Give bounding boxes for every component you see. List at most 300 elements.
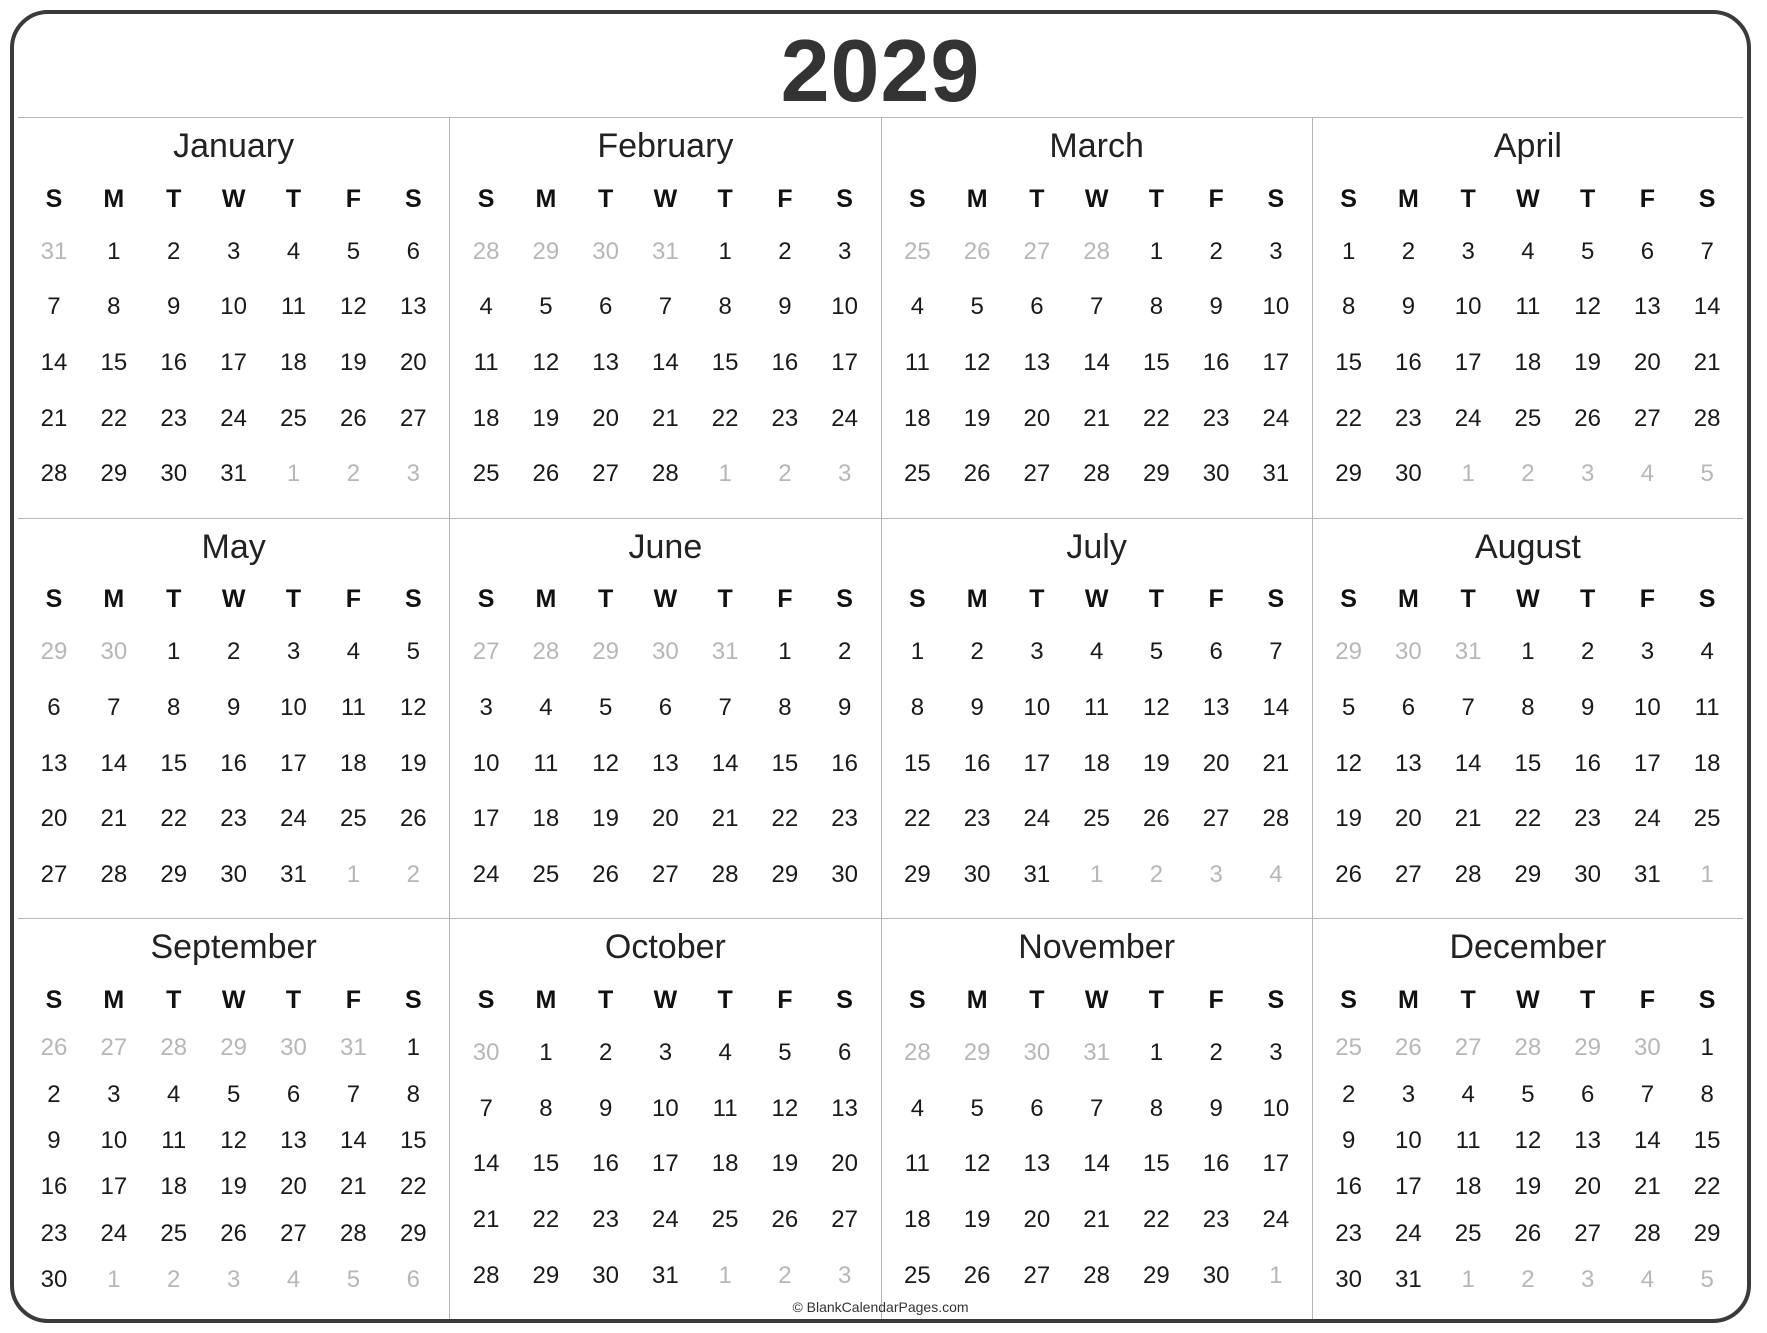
month-grid — [18, 117, 1743, 1319]
adjacent-month-day: 26 — [1395, 1034, 1422, 1062]
day-cell: 8 — [167, 694, 181, 722]
year-title: 2029 — [780, 21, 981, 120]
adjacent-month-day: 4 — [1640, 1266, 1655, 1294]
day-cell: 5 — [970, 1094, 984, 1122]
day-cell: 9 — [837, 694, 852, 722]
day-cell: 5 — [226, 1080, 241, 1108]
weekday-label: S — [477, 184, 495, 213]
adjacent-month-day: 5 — [346, 1266, 361, 1294]
weekday-label: W — [653, 585, 678, 614]
day-cell: 3 — [479, 694, 493, 722]
day-cell: 7 — [479, 1094, 493, 1122]
day-cell: 24 — [472, 860, 500, 888]
month-name: April — [1493, 127, 1562, 165]
day-cell: 2 — [167, 237, 181, 265]
day-cell: 28 — [1262, 805, 1290, 833]
day-cell: 6 — [1030, 293, 1044, 321]
day-cell: 11 — [712, 1094, 738, 1122]
day-cell: 9 — [598, 1094, 613, 1122]
adjacent-month-day: 3 — [837, 460, 852, 488]
day-cell: 28 — [1083, 1261, 1110, 1289]
weekday-label: S — [477, 585, 495, 614]
day-cell: 5 — [346, 237, 361, 265]
day-cell: 15 — [1693, 1127, 1721, 1155]
weekday-label: F — [345, 585, 362, 614]
adjacent-month-day: 31 — [652, 237, 679, 265]
day-cell: 17 — [280, 749, 307, 777]
day-cell: 2 — [1209, 1039, 1223, 1067]
day-cell: 19 — [399, 749, 427, 777]
day-cell: 21 — [711, 805, 739, 833]
month-name: September — [150, 928, 317, 967]
day-cell: 19 — [771, 1150, 799, 1178]
month-october — [449, 918, 880, 1319]
day-cell: 7 — [1089, 1094, 1104, 1122]
adjacent-month-day: 5 — [1700, 460, 1714, 488]
day-cell: 14 — [1454, 749, 1482, 777]
month-name: June — [628, 527, 703, 566]
day-cell: 23 — [1395, 404, 1422, 432]
adjacent-month-day: 31 — [1083, 1039, 1110, 1067]
day-cell: 6 — [1640, 237, 1655, 265]
weekday-header-row — [888, 975, 1306, 1025]
adjacent-month-day: 1 — [107, 1266, 121, 1294]
day-cell: 8 — [1149, 1094, 1164, 1122]
day-cell: 22 — [1143, 404, 1170, 432]
day-cell: 5 — [539, 293, 553, 321]
weekday-label: S — [1698, 985, 1716, 1014]
day-cell: 29 — [100, 460, 128, 488]
day-cell: 28 — [40, 460, 68, 488]
adjacent-month-day: 1 — [346, 860, 361, 888]
day-cell: 6 — [1209, 638, 1223, 666]
adjacent-month-day: 3 — [406, 460, 420, 488]
adjacent-month-day: 28 — [904, 1039, 931, 1067]
adjacent-month-day: 30 — [100, 638, 128, 666]
month-july — [881, 518, 1312, 919]
day-cell: 16 — [1335, 1173, 1362, 1201]
day-cell: 28 — [1454, 860, 1482, 888]
day-cell: 17 — [1023, 749, 1051, 777]
adjacent-month-day: 25 — [1335, 1034, 1362, 1062]
month-may — [18, 518, 449, 919]
day-cell: 1 — [107, 237, 121, 265]
day-cell: 26 — [963, 1261, 991, 1289]
day-cell: 7 — [1700, 237, 1714, 265]
day-cell: 5 — [598, 694, 613, 722]
weekday-header-row — [888, 174, 1306, 224]
adjacent-month-day: 2 — [406, 860, 420, 888]
day-cell: 29 — [1143, 460, 1170, 488]
day-cell: 16 — [40, 1173, 68, 1201]
day-cell: 12 — [220, 1127, 247, 1155]
weekday-label: T — [1148, 184, 1165, 213]
day-cell: 2 — [1580, 638, 1595, 666]
day-cell: 17 — [831, 348, 858, 376]
day-cell: 12 — [1514, 1127, 1542, 1155]
day-cell: 2 — [837, 638, 852, 666]
day-cell: 18 — [472, 404, 500, 432]
day-cell: 30 — [160, 460, 188, 488]
weekday-label: F — [777, 985, 793, 1014]
weekday-label: T — [1460, 184, 1476, 213]
day-cell: 1 — [539, 1039, 553, 1067]
day-cell: 24 — [1262, 1205, 1290, 1233]
day-cell: 13 — [399, 293, 427, 321]
weekday-label: M — [535, 184, 557, 213]
day-cell: 27 — [1395, 860, 1422, 888]
weekday-label: M — [535, 585, 557, 614]
adjacent-month-day: 26 — [40, 1034, 68, 1062]
day-cell: 23 — [592, 1205, 619, 1233]
day-cell: 21 — [40, 404, 68, 432]
weekday-label: T — [166, 184, 182, 213]
day-cell: 20 — [1574, 1173, 1601, 1201]
day-cell: 24 — [831, 404, 858, 432]
adjacent-month-day: 3 — [226, 1266, 241, 1294]
weekday-label: T — [597, 184, 614, 213]
day-cell: 21 — [1262, 749, 1290, 777]
adjacent-month-day: 29 — [40, 638, 68, 666]
day-cell: 26 — [532, 460, 560, 488]
day-cell: 20 — [1202, 749, 1230, 777]
weekday-header-row — [24, 575, 443, 625]
day-cell: 1 — [167, 638, 181, 666]
weekday-label: S — [1340, 184, 1357, 213]
day-cell: 11 — [1515, 293, 1541, 321]
day-cell: 13 — [280, 1127, 307, 1155]
day-cell: 12 — [771, 1094, 799, 1122]
day-cell: 23 — [1202, 404, 1230, 432]
month-august — [1312, 518, 1743, 919]
day-cell: 26 — [1514, 1219, 1542, 1247]
day-cell: 30 — [592, 1261, 619, 1289]
day-cell: 25 — [904, 460, 931, 488]
day-cell: 8 — [1341, 293, 1356, 321]
day-cell: 17 — [1395, 1173, 1422, 1201]
day-cell: 18 — [1693, 749, 1721, 777]
weekday-label: W — [221, 985, 246, 1014]
day-cell: 25 — [1083, 805, 1110, 833]
day-cell: 20 — [1023, 1205, 1051, 1233]
weekday-label: F — [777, 585, 793, 614]
day-cell: 27 — [652, 860, 679, 888]
day-cell: 7 — [107, 694, 121, 722]
day-cell: 29 — [1143, 1261, 1170, 1289]
day-cell: 1 — [778, 638, 792, 666]
day-cell: 18 — [532, 805, 560, 833]
adjacent-month-day: 31 — [40, 237, 68, 265]
weekday-label: T — [1029, 585, 1045, 614]
adjacent-month-day: 1 — [718, 460, 732, 488]
day-cell: 15 — [100, 348, 128, 376]
day-cell: 10 — [1023, 694, 1051, 722]
day-cell: 14 — [711, 749, 739, 777]
adjacent-month-day: 28 — [1083, 237, 1110, 265]
day-cell: 10 — [1454, 293, 1482, 321]
day-cell: 18 — [280, 348, 307, 376]
day-cell: 2 — [1209, 237, 1223, 265]
adjacent-month-day: 28 — [160, 1034, 188, 1062]
day-cell: 1 — [910, 638, 925, 666]
day-cell: 25 — [280, 404, 307, 432]
weekday-label: T — [1029, 184, 1045, 213]
day-grid — [24, 1025, 443, 1303]
day-cell: 12 — [532, 348, 560, 376]
day-cell: 18 — [711, 1150, 739, 1178]
day-cell: 27 — [1634, 404, 1661, 432]
adjacent-month-day: 1 — [1089, 860, 1104, 888]
day-cell: 13 — [40, 749, 68, 777]
day-cell: 4 — [1700, 638, 1714, 666]
day-cell: 16 — [220, 749, 247, 777]
adjacent-month-day: 3 — [1580, 1266, 1595, 1294]
day-cell: 27 — [40, 860, 68, 888]
day-cell: 13 — [592, 348, 619, 376]
day-cell: 25 — [1454, 1219, 1482, 1247]
day-cell: 7 — [658, 293, 673, 321]
weekday-label: S — [1267, 585, 1285, 614]
day-cell: 21 — [1634, 1173, 1661, 1201]
day-cell: 20 — [280, 1173, 307, 1201]
day-cell: 8 — [778, 694, 792, 722]
month-name: May — [201, 527, 266, 566]
weekday-label: T — [166, 585, 182, 614]
day-cell: 10 — [1634, 694, 1661, 722]
day-cell: 22 — [160, 805, 188, 833]
day-cell: 10 — [100, 1127, 128, 1155]
day-cell: 28 — [472, 1261, 500, 1289]
day-cell: 31 — [1395, 1266, 1422, 1294]
day-cell: 26 — [1143, 805, 1170, 833]
calendar-frame — [10, 10, 1751, 1323]
weekday-label: T — [1579, 184, 1596, 213]
adjacent-month-day: 1 — [1461, 1266, 1475, 1294]
day-cell: 30 — [831, 860, 858, 888]
adjacent-month-day: 30 — [1023, 1039, 1051, 1067]
day-cell: 20 — [652, 805, 679, 833]
day-cell: 22 — [771, 805, 799, 833]
day-cell: 7 — [718, 694, 732, 722]
weekday-label: T — [285, 985, 302, 1014]
day-cell: 7 — [1640, 1080, 1655, 1108]
day-cell: 18 — [160, 1173, 188, 1201]
adjacent-month-day: 31 — [340, 1034, 367, 1062]
adjacent-month-day: 3 — [1209, 860, 1223, 888]
day-cell: 21 — [100, 805, 128, 833]
day-cell: 16 — [1202, 348, 1230, 376]
day-cell: 14 — [40, 348, 68, 376]
adjacent-month-day: 27 — [1454, 1034, 1482, 1062]
day-cell: 4 — [910, 293, 925, 321]
day-cell: 22 — [1143, 1205, 1170, 1233]
day-cell: 19 — [592, 805, 619, 833]
adjacent-month-day: 29 — [963, 1039, 991, 1067]
day-cell: 4 — [718, 1039, 732, 1067]
day-cell: 9 — [47, 1127, 61, 1155]
day-cell: 17 — [1634, 749, 1661, 777]
weekday-label: W — [1084, 184, 1109, 213]
weekday-header-row — [456, 575, 874, 625]
day-cell: 13 — [1395, 749, 1422, 777]
adjacent-month-day: 2 — [1521, 1266, 1535, 1294]
day-cell: 26 — [592, 860, 619, 888]
adjacent-month-day: 29 — [1335, 638, 1362, 666]
weekday-label: S — [404, 184, 422, 213]
day-cell: 1 — [1149, 1039, 1164, 1067]
day-cell: 9 — [226, 694, 241, 722]
day-cell: 9 — [1209, 1094, 1223, 1122]
adjacent-month-day: 30 — [1395, 638, 1422, 666]
day-cell: 22 — [711, 404, 739, 432]
weekday-label: T — [166, 985, 182, 1014]
weekday-label: T — [1460, 985, 1476, 1014]
weekday-label: F — [345, 184, 362, 213]
weekday-label: W — [1516, 985, 1540, 1014]
adjacent-month-day: 30 — [592, 237, 619, 265]
weekday-label: F — [1208, 585, 1224, 614]
day-cell: 13 — [1202, 694, 1230, 722]
weekday-label: M — [103, 184, 125, 213]
day-cell: 13 — [1574, 1127, 1601, 1155]
weekday-header-row — [456, 975, 874, 1025]
adjacent-month-day: 1 — [718, 1261, 732, 1289]
weekday-header-row — [1319, 575, 1737, 625]
day-grid — [888, 625, 1306, 903]
adjacent-month-day: 1 — [1269, 1261, 1283, 1289]
day-cell: 28 — [1693, 404, 1721, 432]
weekday-label: S — [477, 985, 495, 1014]
day-cell: 14 — [472, 1150, 500, 1178]
day-cell: 24 — [1262, 404, 1290, 432]
month-name: March — [1049, 127, 1144, 165]
day-cell: 15 — [1143, 348, 1170, 376]
day-cell: 2 — [970, 638, 984, 666]
day-cell: 27 — [831, 1205, 858, 1233]
day-cell: 25 — [904, 1261, 931, 1289]
day-cell: 9 — [970, 694, 984, 722]
day-cell: 13 — [1634, 293, 1661, 321]
day-cell: 2 — [1341, 1080, 1356, 1108]
adjacent-month-day: 28 — [1514, 1034, 1542, 1062]
day-cell: 28 — [1083, 460, 1110, 488]
day-cell: 20 — [592, 404, 619, 432]
day-cell: 7 — [1461, 694, 1475, 722]
adjacent-month-day: 4 — [1269, 860, 1283, 888]
day-cell: 20 — [399, 348, 427, 376]
day-cell: 4 — [910, 1094, 925, 1122]
day-cell: 29 — [532, 1261, 560, 1289]
weekday-label: S — [909, 184, 926, 213]
adjacent-month-day: 1 — [1700, 860, 1714, 888]
day-cell: 11 — [281, 293, 306, 321]
day-cell: 29 — [160, 860, 188, 888]
adjacent-month-day: 2 — [1149, 860, 1164, 888]
day-cell: 9 — [167, 293, 181, 321]
weekday-label: S — [1340, 585, 1357, 614]
day-cell: 29 — [1514, 860, 1542, 888]
weekday-label: T — [1460, 585, 1476, 614]
month-november — [881, 918, 1312, 1319]
day-cell: 20 — [831, 1150, 858, 1178]
day-cell: 17 — [472, 805, 500, 833]
adjacent-month-day: 30 — [652, 638, 679, 666]
adjacent-month-day: 27 — [1023, 237, 1051, 265]
day-cell: 2 — [778, 237, 792, 265]
day-cell: 30 — [1574, 860, 1601, 888]
day-cell: 16 — [1574, 749, 1601, 777]
weekday-label: T — [285, 585, 302, 614]
day-cell: 21 — [652, 404, 679, 432]
adjacent-month-day: 5 — [1700, 1266, 1714, 1294]
day-cell: 13 — [652, 749, 679, 777]
weekday-label: F — [1208, 184, 1224, 213]
day-cell: 4 — [346, 638, 361, 666]
day-grid — [888, 224, 1306, 502]
day-cell: 18 — [1454, 1173, 1482, 1201]
day-cell: 10 — [280, 694, 307, 722]
weekday-label: M — [103, 585, 125, 614]
day-cell: 3 — [658, 1039, 673, 1067]
weekday-label: T — [597, 585, 614, 614]
day-cell: 2 — [47, 1080, 61, 1108]
day-cell: 3 — [837, 237, 852, 265]
day-cell: 8 — [1521, 694, 1535, 722]
weekday-label: S — [836, 184, 853, 213]
day-cell: 25 — [532, 860, 560, 888]
day-cell: 29 — [399, 1219, 427, 1247]
day-cell: 14 — [100, 749, 128, 777]
day-cell: 26 — [220, 1219, 247, 1247]
adjacent-month-day: 29 — [592, 638, 619, 666]
day-cell: 8 — [406, 1080, 420, 1108]
day-cell: 6 — [406, 237, 420, 265]
day-cell: 26 — [963, 460, 991, 488]
day-cell: 10 — [1262, 293, 1290, 321]
day-cell: 29 — [771, 860, 799, 888]
day-cell: 23 — [40, 1219, 68, 1247]
day-cell: 8 — [107, 293, 121, 321]
day-cell: 10 — [220, 293, 247, 321]
day-cell: 12 — [1574, 293, 1601, 321]
day-cell: 30 — [1395, 460, 1422, 488]
day-cell: 17 — [1262, 348, 1290, 376]
weekday-label: F — [345, 985, 362, 1014]
day-cell: 10 — [1395, 1127, 1422, 1155]
day-cell: 3 — [1461, 237, 1475, 265]
day-cell: 28 — [100, 860, 128, 888]
weekday-label: M — [1397, 985, 1419, 1014]
day-cell: 31 — [1634, 860, 1661, 888]
day-grid — [1319, 1025, 1737, 1303]
day-cell: 6 — [286, 1080, 301, 1108]
day-cell: 4 — [1461, 1080, 1475, 1108]
weekday-header-row — [24, 975, 443, 1025]
weekday-label: S — [1698, 184, 1716, 213]
day-cell: 26 — [340, 404, 367, 432]
day-cell: 19 — [963, 404, 991, 432]
day-cell: 27 — [1023, 1261, 1051, 1289]
day-cell: 5 — [1521, 1080, 1535, 1108]
day-cell: 23 — [831, 805, 858, 833]
day-grid — [456, 625, 874, 903]
day-cell: 14 — [1262, 694, 1290, 722]
month-december — [1312, 918, 1743, 1319]
adjacent-month-day: 30 — [472, 1039, 500, 1067]
day-cell: 17 — [1262, 1150, 1290, 1178]
weekday-label: W — [1516, 184, 1540, 213]
weekday-label: S — [909, 585, 926, 614]
